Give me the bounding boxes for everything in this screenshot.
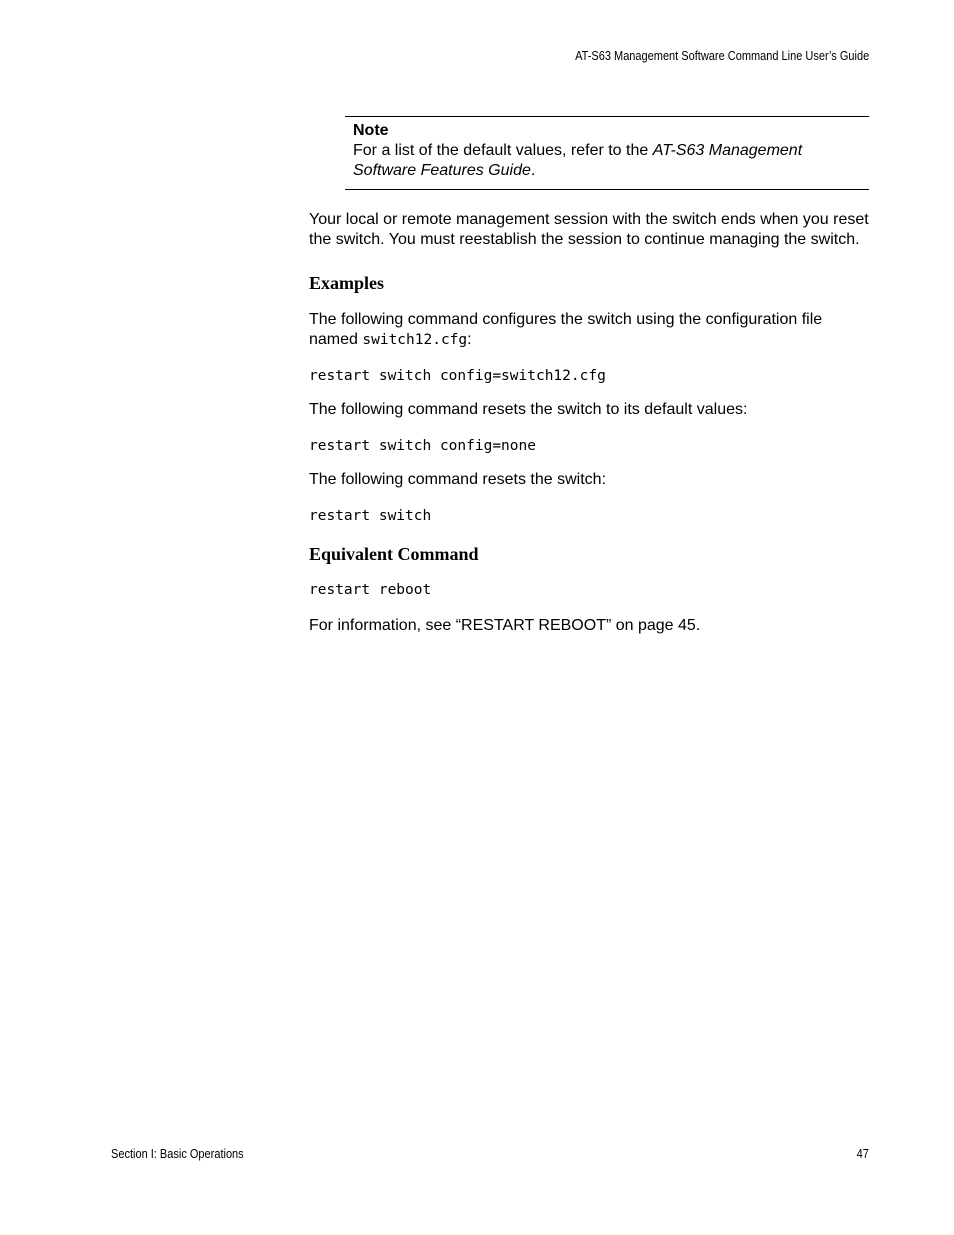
examples-heading: Examples xyxy=(309,273,385,293)
example1-intro xyxy=(309,310,871,350)
session-paragraph: Your local or remote management session with the switch ends when you reset the switch. You must reestablish the session to continue managing the switch. xyxy=(309,211,869,248)
example1-command: restart switch config=switch12.cfg xyxy=(309,368,606,384)
note-text-before: For a list of the default values, refer to the xyxy=(353,142,653,159)
example2-command: restart switch config=none xyxy=(309,438,536,454)
note-text-after: . xyxy=(530,162,536,179)
reference-text: For information, see “RESTART REBOOT” on page 45. xyxy=(309,617,701,634)
equivalent-command: restart reboot xyxy=(309,582,432,598)
footer-page-number: 47 xyxy=(856,1147,869,1161)
note-text xyxy=(353,141,869,181)
example3-intro: The following command resets the switch: xyxy=(309,471,607,488)
example2-intro: The following command resets the switch to its default values: xyxy=(309,401,748,418)
example3-command: restart switch xyxy=(309,508,432,524)
example1-intro-text: The following command configures the switch using the configuration file named xyxy=(309,311,823,348)
example1-intro-colon: : xyxy=(467,331,472,348)
running-header: AT-S63 Management Software Command Line User’s Guide xyxy=(574,49,869,63)
main-content xyxy=(309,210,871,636)
config-filename: switch12.cfg xyxy=(362,332,468,348)
note-box xyxy=(345,116,869,190)
equivalent-command-heading: Equivalent Command xyxy=(309,544,479,564)
note-title: Note xyxy=(353,122,389,139)
note-guide-title: AT-S63 Management Software Features Guide xyxy=(353,142,803,179)
footer-section: Section I: Basic Operations xyxy=(111,1147,244,1161)
